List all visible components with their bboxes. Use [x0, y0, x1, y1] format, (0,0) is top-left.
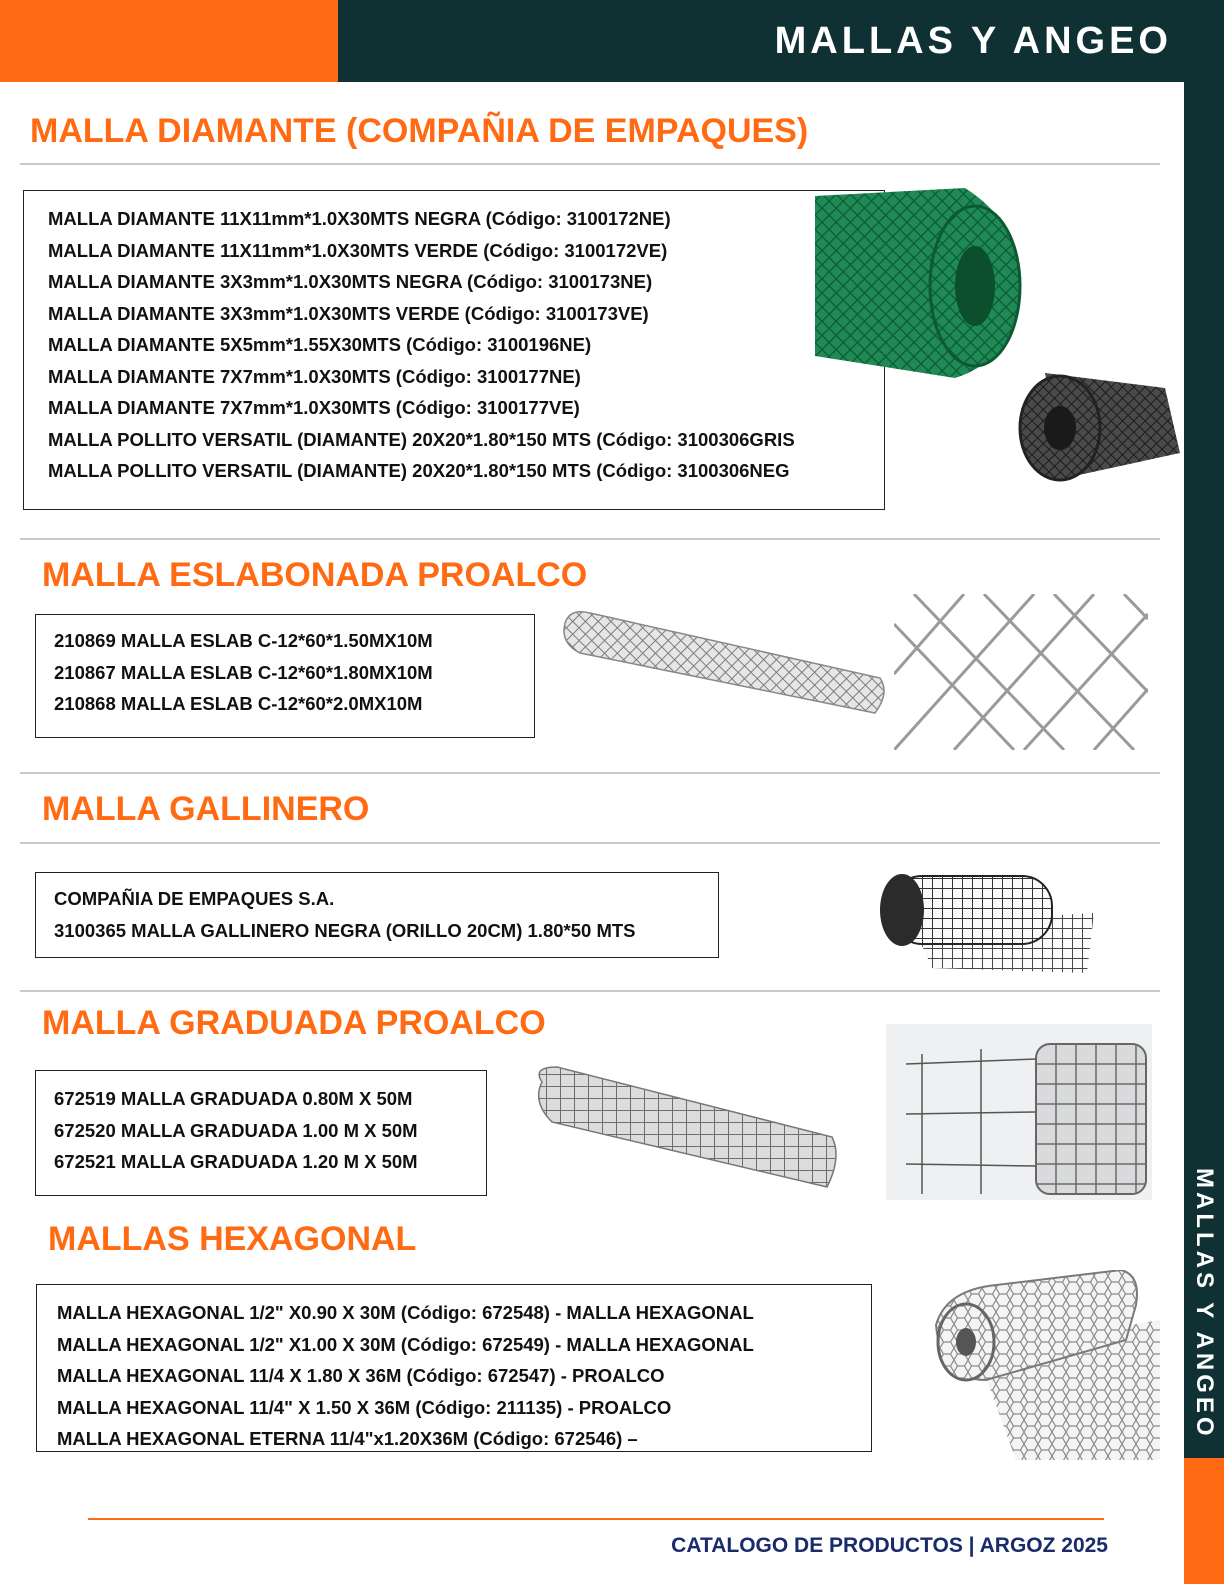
list-item: MALLA DIAMANTE 3X3mm*1.0X30MTS NEGRA (Código: 3100173NE)	[48, 271, 653, 292]
graduated-mesh-roll-image	[532, 1062, 842, 1192]
chainlink-roll-image	[560, 608, 890, 718]
list-item: 672520 MALLA GRADUADA 1.00 M X 50M	[54, 1119, 418, 1141]
section-title-hexagonal: MALLAS HEXAGONAL	[48, 1220, 417, 1258]
green-mesh-roll-image	[815, 186, 1035, 378]
list-item: MALLA DIAMANTE 11X11mm*1.0X30MTS NEGRA (Código: 3100172NE)	[48, 208, 671, 229]
footer-caption: CATALOGO DE PRODUCTOS | ARGOZ 2025	[671, 1534, 1108, 1557]
graduated-fence-image	[886, 1024, 1152, 1200]
divider	[20, 538, 1160, 540]
product-list-diamante	[23, 190, 885, 510]
list-item: MALLA HEXAGONAL 1/2" X0.90 X 30M (Código: 672548) - MALLA HEXAGONAL	[57, 1302, 754, 1323]
list-item: MALLA DIAMANTE 5X5mm*1.55X30MTS (Código: 3100196NE)	[48, 334, 592, 355]
divider	[20, 772, 1160, 774]
list-item: 672521 MALLA GRADUADA 1.20 M X 50M	[54, 1151, 418, 1172]
list-item: MALLA DIAMANTE 7X7mm*1.0X30MTS (Código: 3100177VE)	[48, 397, 580, 418]
list-item: MALLA POLLITO VERSATIL (DIAMANTE) 20X20*1.80*150 MTS (Código: 3100306GRIS	[48, 428, 795, 450]
header-title: MALLAS Y ANGEO	[774, 20, 1172, 62]
list-item: 210869 MALLA ESLAB C-12*60*1.50MX10M	[54, 630, 433, 651]
list-item: MALLA POLLITO VERSATIL (DIAMANTE) 20X20*1.80*150 MTS (Código: 3100306NEG	[48, 460, 790, 481]
product-list-hexagonal	[36, 1284, 872, 1452]
list-item: MALLA HEXAGONAL 11/4 X 1.80 X 36M (Código: 672547) - PROALCO	[57, 1365, 665, 1386]
list-item: MALLA DIAMANTE 3X3mm*1.0X30MTS VERDE (Código: 3100173VE)	[48, 302, 649, 324]
list-item: 210868 MALLA ESLAB C-12*60*2.0MX10M	[54, 693, 423, 714]
list-item: 672519 MALLA GRADUADA 0.80M X 50M	[54, 1088, 413, 1109]
product-list-graduada	[35, 1070, 487, 1196]
divider	[20, 842, 1160, 844]
section-title-graduada: MALLA GRADUADA PROALCO	[42, 1004, 546, 1042]
footer-divider	[88, 1518, 1104, 1520]
divider	[20, 163, 1160, 165]
list-item: 3100365 MALLA GALLINERO NEGRA (ORILLO 20CM) 1.80*50 MTS	[54, 919, 636, 941]
side-label: MALLAS Y ANGEO	[1191, 1168, 1218, 1440]
list-item: 210867 MALLA ESLAB C-12*60*1.80MX10M	[54, 661, 433, 683]
product-list-eslabonada	[35, 614, 535, 738]
black-mesh-roll-image	[1015, 358, 1180, 488]
section-title-eslabonada: MALLA ESLABONADA PROALCO	[42, 556, 588, 594]
section-title-gallinero: MALLA GALLINERO	[42, 790, 370, 828]
list-item: MALLA HEXAGONAL 11/4" X 1.50 X 36M (Código: 211135) - PROALCO	[57, 1396, 672, 1418]
product-list-gallinero	[35, 872, 719, 958]
header-accent-block	[0, 0, 338, 82]
section-title-diamante: MALLA DIAMANTE (COMPAÑIA DE EMPAQUES)	[30, 112, 809, 150]
hexagonal-mesh-roll-image	[926, 1270, 1160, 1460]
list-item: MALLA HEXAGONAL 1/2" X1.00 X 30M (Código: 672549) - MALLA HEXAGONAL	[57, 1333, 754, 1355]
list-item: MALLA HEXAGONAL ETERNA 11/4"x1.20X36M (Código: 672546) –	[57, 1428, 638, 1449]
divider	[20, 990, 1160, 992]
chainlink-fence-image	[894, 594, 1148, 750]
list-item: MALLA DIAMANTE 7X7mm*1.0X30MTS (Código: 3100177NE)	[48, 365, 581, 387]
list-item: MALLA DIAMANTE 11X11mm*1.0X30MTS VERDE (Código: 3100172VE)	[48, 239, 668, 261]
side-accent-block	[1184, 1458, 1224, 1584]
list-item: COMPAÑIA DE EMPAQUES S.A.	[54, 888, 335, 909]
chicken-wire-roll-image	[872, 868, 1094, 976]
